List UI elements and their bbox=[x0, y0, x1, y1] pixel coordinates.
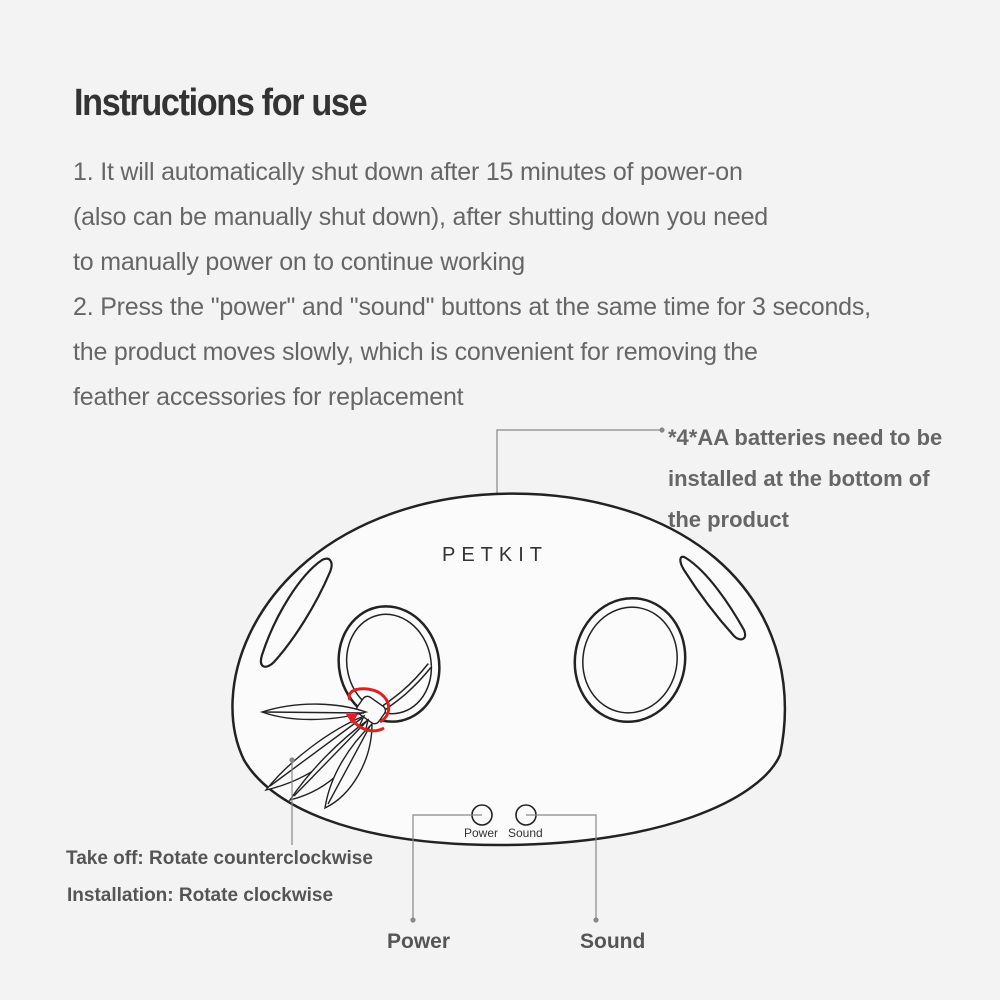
battery-note-line: the product bbox=[668, 507, 789, 532]
brand-logo: PETKIT bbox=[442, 544, 549, 566]
instruction-line: (also can be manually shut down), after shutting down you need bbox=[73, 203, 768, 231]
instruction-line: 2. Press the "power" and "sound" buttons at the same time for 3 seconds, bbox=[73, 293, 871, 321]
instruction-line: feather accessories for replacement bbox=[73, 383, 464, 411]
power-button-label: Power bbox=[464, 826, 499, 840]
installation-note: Installation: Rotate clockwise bbox=[67, 885, 334, 906]
take-off-note: Take off: Rotate counterclockwise bbox=[66, 848, 373, 869]
battery-note-line: *4*AA batteries need to be bbox=[668, 425, 943, 450]
instruction-line: the product moves slowly, which is convenient for removing the bbox=[73, 338, 758, 366]
instruction-line: 1. It will automatically shut down after 15 minutes of power-on bbox=[73, 158, 743, 186]
battery-note-line: installed at the bottom of bbox=[668, 466, 930, 491]
power-callout: Power bbox=[387, 930, 451, 953]
instruction-line: to manually power on to continue working bbox=[73, 248, 525, 276]
sound-button-label: Sound bbox=[508, 826, 543, 840]
sound-callout: Sound bbox=[580, 930, 646, 953]
page-title: Instructions for use bbox=[74, 82, 367, 124]
